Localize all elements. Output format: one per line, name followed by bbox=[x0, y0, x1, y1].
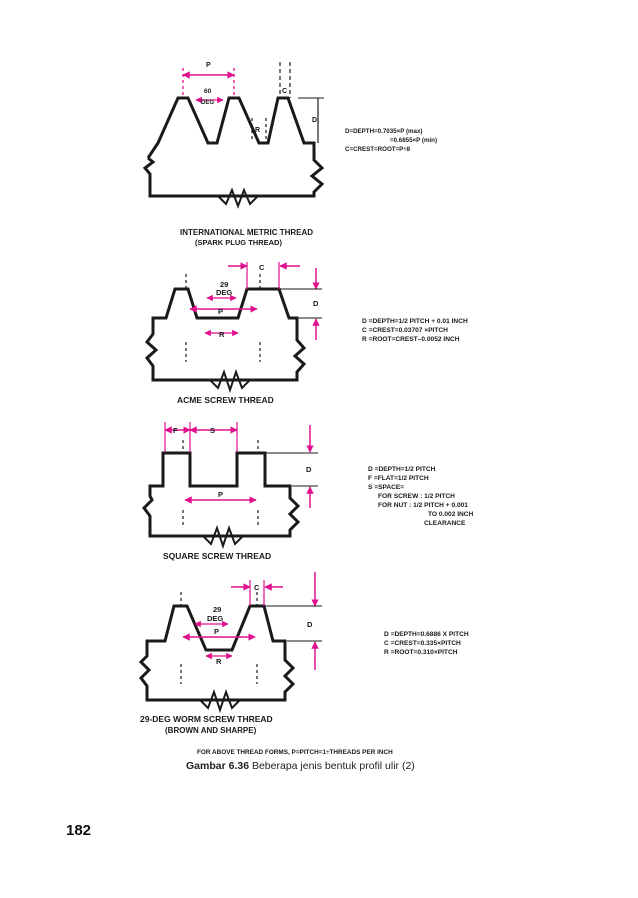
worm-thread-diagram bbox=[140, 572, 469, 735]
acme-dim-r: R bbox=[219, 330, 225, 339]
square-note-1: D =DEPTH=1/2 PITCH bbox=[368, 466, 436, 473]
square-note-4: FOR SCREW : 1/2 PITCH bbox=[378, 493, 455, 500]
metric-note-1: D=DEPTH=0.7035×P (max) bbox=[345, 128, 423, 135]
metric-note-2: =0.6855×P (min) bbox=[390, 137, 438, 144]
worm-dim-p: P bbox=[214, 627, 220, 636]
worm-dim-c: C bbox=[254, 583, 260, 592]
square-note-7: CLEARANCE bbox=[424, 520, 466, 527]
acme-dim-c: C bbox=[259, 263, 265, 272]
acme-note-1: D =DEPTH=1/2 PITCH + 0.01 INCH bbox=[362, 318, 468, 325]
metric-note-3: C=CREST=ROOT=P÷8 bbox=[345, 146, 411, 153]
metric-thread-profile bbox=[145, 98, 322, 196]
metric-dim-p: P bbox=[206, 62, 211, 69]
acme-note-2: C =CREST=0.03707 ×PITCH bbox=[362, 327, 448, 334]
caption-label: Gambar 6.36 bbox=[186, 760, 250, 772]
metric-dim-deg: DEG bbox=[201, 100, 215, 106]
worm-note-3: R =ROOT=0.310×PITCH bbox=[384, 649, 458, 656]
worm-subtitle: (BROWN AND SHARPE) bbox=[165, 726, 257, 735]
caption-text: Beberapa jenis bentuk profil ulir (2) bbox=[251, 760, 415, 772]
metric-title: INTERNATIONAL METRIC THREAD bbox=[180, 228, 314, 237]
thread-footnote: FOR ABOVE THREAD FORMS, P=PITCH=1÷THREADS PER INCH bbox=[197, 749, 393, 756]
worm-note-1: D =DEPTH=0.6886 X PITCH bbox=[384, 631, 469, 638]
square-dim-f: F bbox=[173, 426, 178, 435]
acme-note-3: R =ROOT=CREST–0.0052 INCH bbox=[362, 336, 460, 343]
square-thread-diagram bbox=[144, 422, 474, 561]
acme-dim-d: D bbox=[313, 299, 319, 308]
metric-dim-r: R bbox=[255, 127, 261, 134]
metric-dim-angle: 60 bbox=[204, 88, 212, 95]
worm-dim-deg: DEG bbox=[207, 614, 224, 623]
acme-dim-p: P bbox=[218, 307, 224, 316]
square-dim-p: P bbox=[218, 490, 224, 499]
worm-title: 29-DEG WORM SCREW THREAD bbox=[140, 714, 273, 724]
worm-dim-angle: 29 bbox=[213, 605, 222, 614]
page-number: 182 bbox=[66, 822, 92, 839]
figure-caption bbox=[186, 760, 415, 772]
metric-break-line bbox=[218, 190, 258, 206]
square-dim-s: S bbox=[210, 426, 216, 435]
acme-dim-angle: 29 bbox=[220, 280, 229, 289]
square-note-2: F =FLAT=1/2 PITCH bbox=[368, 475, 429, 482]
square-dim-d: D bbox=[306, 465, 312, 474]
square-note-3: S =SPACE= bbox=[368, 484, 405, 491]
square-title: SQUARE SCREW THREAD bbox=[163, 551, 272, 561]
acme-thread-profile bbox=[147, 289, 304, 380]
worm-dim-r: R bbox=[216, 657, 222, 666]
acme-title: ACME SCREW THREAD bbox=[177, 395, 274, 405]
acme-dim-deg: DEG bbox=[216, 288, 233, 297]
worm-note-2: C =CREST=0.335×PITCH bbox=[384, 640, 461, 647]
square-note-5: FOR NUT : 1/2 PITCH + 0.001 bbox=[378, 502, 468, 509]
acme-thread-diagram bbox=[147, 262, 468, 405]
metric-dim-d: D bbox=[312, 117, 318, 124]
square-note-6: TO 0.002 INCH bbox=[428, 511, 474, 518]
metric-dim-c: C bbox=[282, 88, 288, 95]
metric-thread-diagram bbox=[145, 62, 437, 247]
worm-dim-d: D bbox=[307, 620, 313, 629]
metric-subtitle: (SPARK PLUG THREAD) bbox=[195, 238, 282, 247]
